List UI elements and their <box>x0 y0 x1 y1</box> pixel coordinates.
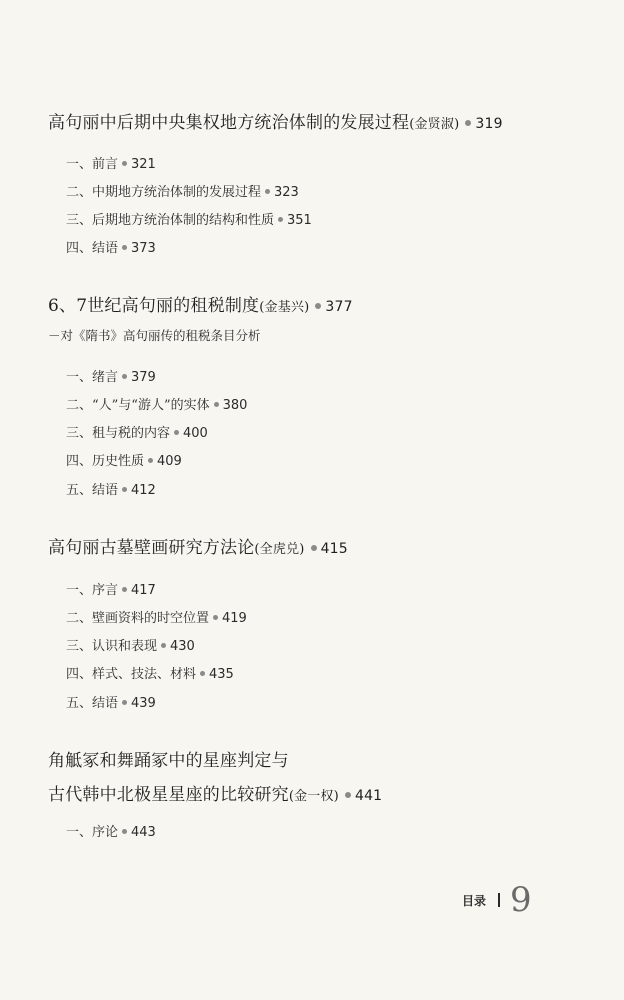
bullet-dot-icon <box>213 615 218 620</box>
entry-subtitle: －对《隋书》高句丽传的租税条目分析 <box>48 328 261 343</box>
bullet-dot-icon <box>122 829 127 834</box>
toc-entry-3[interactable] <box>48 537 588 561</box>
bullet-dot-icon <box>122 487 127 492</box>
entry-title-line-1: 角觝冢和舞踊冢中的星座判定与 <box>48 751 289 771</box>
subitem-page: 419 <box>222 611 247 626</box>
toc-subitem[interactable] <box>66 695 156 713</box>
toc-subitem[interactable] <box>66 369 156 387</box>
subitem-page: 412 <box>131 483 156 498</box>
footer-label: 目录 <box>462 893 487 908</box>
entry-title-line <box>48 784 588 808</box>
subitem-label: 四、历史性质 <box>66 454 145 469</box>
subitem-label: 一、序言 <box>66 583 119 598</box>
bullet-dot-icon <box>122 161 127 166</box>
toc-subitem[interactable] <box>66 582 156 600</box>
bullet-dot-icon <box>265 189 270 194</box>
subitem-label: 四、结语 <box>66 241 119 256</box>
toc-subitem[interactable] <box>66 184 299 202</box>
bullet-dot-icon <box>161 643 166 648</box>
subitem-label: 一、前言 <box>66 157 119 172</box>
entry-title-line <box>48 537 588 561</box>
bullet-dot-icon <box>122 374 127 379</box>
subitem-page: 400 <box>183 426 208 441</box>
toc-subitem[interactable] <box>66 453 182 471</box>
toc-entry-4[interactable] <box>48 750 588 808</box>
toc-subitem[interactable] <box>66 240 156 258</box>
subitem-label: 二、壁画资料的时空位置 <box>66 611 210 626</box>
subitem-page: 380 <box>222 398 248 413</box>
toc-entry-2[interactable] <box>48 295 588 345</box>
subitem-label: 四、样式、技法、材料 <box>66 667 197 682</box>
footer-divider <box>498 893 500 907</box>
subitem-page: 435 <box>209 667 234 682</box>
entry-title-line <box>48 295 588 319</box>
subitem-label: 五、结语 <box>66 696 119 711</box>
bullet-dot-icon <box>122 587 127 592</box>
subitem-label: 五、结语 <box>66 483 119 498</box>
bullet-dot-icon <box>174 430 179 435</box>
subitem-label: 三、后期地方统治体制的结构和性质 <box>66 213 275 228</box>
subitem-label: 三、认识和表现 <box>66 639 158 654</box>
bullet-dot-icon <box>122 245 127 250</box>
entry-title-line <box>48 112 588 136</box>
subitem-page: 430 <box>170 639 195 654</box>
subitem-label: 一、绪言 <box>66 370 119 385</box>
toc-subitem[interactable] <box>66 610 247 628</box>
subitem-page: 439 <box>131 696 156 711</box>
bullet-dot-icon <box>345 792 351 798</box>
subitem-page: 323 <box>274 185 299 200</box>
subitem-label: 一、序论 <box>66 825 119 840</box>
toc-subitem[interactable] <box>66 425 208 443</box>
toc-subitem[interactable] <box>66 666 234 684</box>
bullet-dot-icon <box>465 120 471 126</box>
bullet-dot-icon <box>148 458 153 463</box>
bullet-dot-icon <box>214 402 219 407</box>
subitem-page: 379 <box>131 370 156 385</box>
entry-title: 6、7世纪高句丽的租税制度 <box>48 296 260 316</box>
subitem-page: 409 <box>157 454 182 469</box>
entry-page: 415 <box>320 541 348 557</box>
entry-author: (全虎兑) <box>254 542 305 557</box>
toc-subitem[interactable] <box>66 482 156 500</box>
toc-subitem[interactable] <box>66 212 312 230</box>
subitem-page: 373 <box>131 241 156 256</box>
entry-title: 古代韩中北极星星座的比较研究 <box>48 785 289 805</box>
subitem-page: 351 <box>287 213 312 228</box>
entry-author: (金基兴) <box>259 300 310 315</box>
bullet-dot-icon <box>122 700 127 705</box>
toc-subitem[interactable] <box>66 638 195 656</box>
entry-author: (金一权) <box>288 789 339 804</box>
subitem-page: 417 <box>131 583 156 598</box>
page-footer <box>462 880 532 920</box>
toc-subitem[interactable] <box>66 824 156 842</box>
subitem-label: 三、租与税的内容 <box>66 426 171 441</box>
subitem-label: 二、“人”与“游人”的实体 <box>66 398 210 413</box>
entry-author: (金贤淑) <box>409 117 460 132</box>
subitem-page: 321 <box>131 157 156 172</box>
subitem-page: 443 <box>131 825 156 840</box>
bullet-dot-icon <box>311 545 317 551</box>
entry-page: 441 <box>354 788 383 804</box>
toc-entry-1[interactable] <box>48 112 588 136</box>
entry-page: 319 <box>475 116 503 132</box>
entry-title: 高句丽中后期中央集权地方统治体制的发展过程 <box>48 113 410 133</box>
bullet-dot-icon <box>200 671 205 676</box>
page-number: 9 <box>510 880 532 920</box>
toc-subitem[interactable] <box>66 397 247 415</box>
entry-page: 377 <box>325 299 353 315</box>
subitem-label: 二、中期地方统治体制的发展过程 <box>66 185 262 200</box>
bullet-dot-icon <box>278 217 283 222</box>
entry-title: 高句丽古墓壁画研究方法论 <box>48 538 255 558</box>
bullet-dot-icon <box>315 303 321 309</box>
toc-subitem[interactable] <box>66 156 156 174</box>
